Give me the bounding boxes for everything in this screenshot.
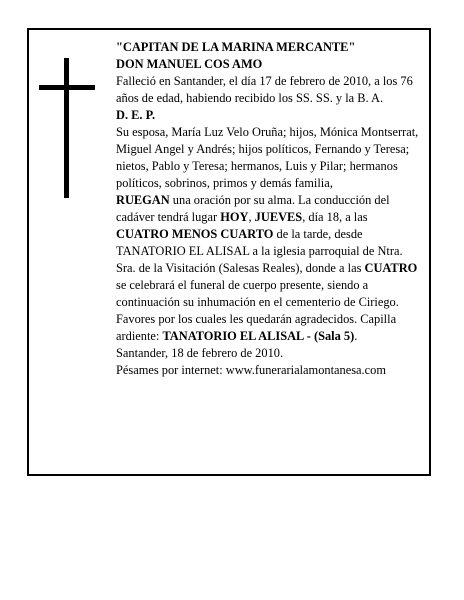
- cross-vertical-bar: [64, 58, 69, 198]
- funeral-text-2: , día 18, a las: [302, 210, 368, 224]
- place-date: Santander, 18 de febrero de 2010.: [116, 346, 284, 360]
- funeral-text-5: .: [354, 329, 358, 343]
- hoy: HOY: [220, 210, 249, 224]
- jueves: JUEVES: [254, 210, 303, 224]
- deceased-name: DON MANUEL COS AMO: [116, 57, 263, 71]
- funeral-text-4: se celebrará el funeral de cuerpo presente, siendo a continuación su inhumación en el cementerio de Ciriego. Favores por los cuales les quedarán agradecidos. Capilla ardiente:: [116, 278, 399, 343]
- funeral-details: [116, 192, 420, 345]
- dep-line: [116, 107, 420, 124]
- funeral-hour: CUATRO MENOS CUARTO: [116, 227, 274, 241]
- funeral-text-3: de la tarde, desde TANATORIO EL ALISAL a la iglesia parroquial de Ntra. Sra. de la Visitación (Salesas Reales), donde a las: [116, 227, 403, 275]
- family-list: Su esposa, María Luz Velo Oruña; hijos, Mónica Montserrat, Miguel Angel y Andrés; hijos políticos, Fernando y Teresa; nietos, Pablo y Teresa; hermanos, Luis y Pilar; hermanos políticos, sobrinos, primos y demás familia,: [116, 125, 419, 190]
- funeral-text-1: una oración por su alma. La conducción del cadáver tendrá lugar: [116, 193, 390, 224]
- death-announcement: Falleció en Santander, el día 17 de febrero de 2010, a los 76 años de edad, habiendo recibido los SS. SS. y la B. A.: [116, 74, 413, 105]
- cross-horizontal-bar: [39, 85, 95, 90]
- ruegan: RUEGAN: [116, 193, 170, 207]
- name-line: [116, 56, 420, 73]
- chapel-location: TANATORIO EL ALISAL - (Sala 5): [162, 329, 355, 343]
- obituary-text: [116, 39, 420, 379]
- condolences-line: Pésames por internet: www.funerarialamontanesa.com: [116, 363, 386, 377]
- cross-icon: [39, 58, 95, 198]
- dep: D. E. P.: [116, 108, 156, 122]
- funeral-mass-hour: CUATRO: [364, 261, 418, 275]
- funeral-comma: ,: [248, 210, 255, 224]
- obituary-notice: [27, 28, 431, 476]
- title: "CAPITAN DE LA MARINA MERCANTE": [116, 40, 356, 54]
- title-line: [116, 39, 420, 56]
